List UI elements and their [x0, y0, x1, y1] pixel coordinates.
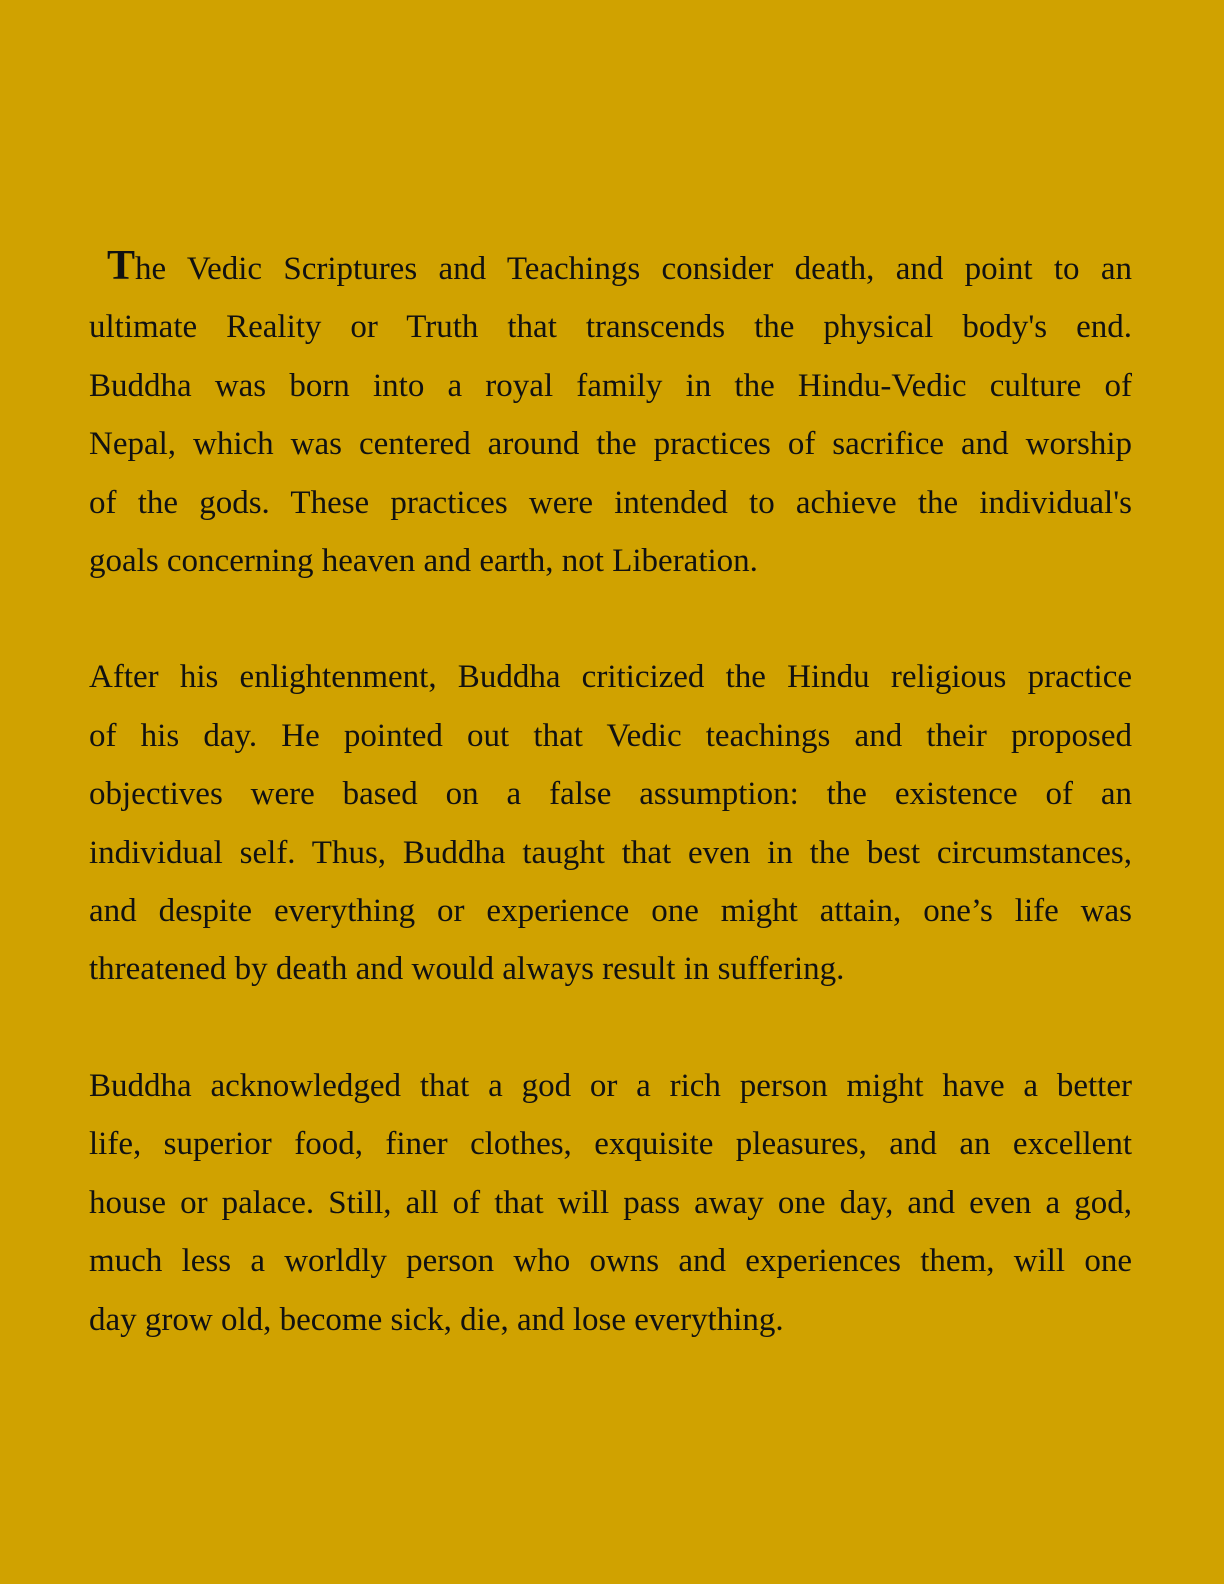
text-line-content: he Vedic Scriptures and Teachings consider death, and point to an	[135, 251, 1132, 287]
text-line: objectives were based on a false assumption: the existence of an	[89, 776, 1132, 813]
text-line: goals concerning heaven and earth, not Liberation.	[89, 543, 758, 580]
text-line: Buddha acknowledged that a god or a rich person might have a better	[89, 1067, 1132, 1104]
document-page	[89, 240, 1132, 1349]
text-line: house or palace. Still, all of that will pass away one day, and even a god,	[89, 1184, 1132, 1221]
text-line: Nepal, which was centered around the practices of sacrifice and worship	[89, 426, 1132, 463]
text-line: After his enlightenment, Buddha criticized the Hindu religious practice	[89, 659, 1132, 696]
text-line: much less a worldly person who owns and experiences them, will one	[89, 1243, 1132, 1280]
text-line: individual self. Thus, Buddha taught that even in the best circumstances,	[89, 834, 1132, 871]
paragraph-enlightenment	[89, 648, 1132, 998]
paragraph-god-or-rich-person	[89, 1057, 1132, 1349]
text-line: life, superior food, finer clothes, exquisite pleasures, and an excellent	[89, 1126, 1132, 1163]
drop-cap: T	[107, 243, 136, 289]
paragraph-vedic-scriptures	[89, 240, 1132, 590]
text-line: ultimate Reality or Truth that transcends the physical body's end.	[89, 309, 1132, 346]
text-line: of the gods. These practices were intended to achieve the individual's	[89, 484, 1132, 521]
text-line: threatened by death and would always result in suffering.	[89, 951, 845, 988]
text-line: and despite everything or experience one might attain, one’s life was	[89, 893, 1132, 930]
text-line: Buddha was born into a royal family in the Hindu-Vedic culture of	[89, 367, 1132, 404]
text-line	[89, 240, 1132, 298]
text-line: of his day. He pointed out that Vedic teachings and their proposed	[89, 717, 1132, 754]
text-line: day grow old, become sick, die, and lose everything.	[89, 1301, 784, 1338]
